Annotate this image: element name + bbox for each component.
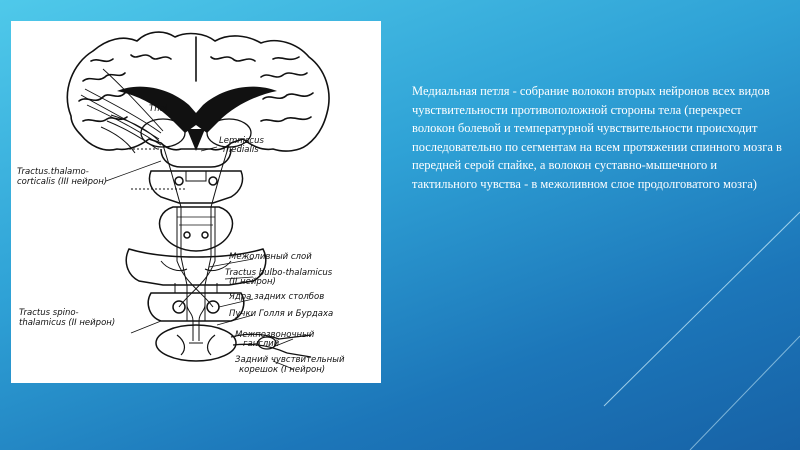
label-posterior-root-2: корешок (I нейрон) xyxy=(239,365,326,375)
brain-spinal-cord-drawing xyxy=(11,21,381,383)
label-interolive-layer: Межоливный слой xyxy=(229,252,312,262)
label-tract-spino-2: thalamicus (II нейрон) xyxy=(19,318,116,328)
label-goll-burdach: Пучки Голля и Бурдаха xyxy=(229,309,334,319)
description-text: Медиальная петля - собрание волокон вторых нейронов всех видов чувствительности противоположной стороны тела (перекрест волокон болевой и температурной чувствительности происходит последовательно по сегментам на всем протяжении спинного мозга в передней серой спайке, а волокон суставно-мышечного и тактильного чувства - в межоливном слое продолговатого мозга) xyxy=(412,84,782,191)
label-tract-thalamo-1: Tractus.thalamo- xyxy=(17,167,89,177)
label-lemniscus-1: Lemniscus xyxy=(219,136,264,146)
label-thal: Thal xyxy=(149,104,168,114)
label-tract-spino-1: Tractus spino- xyxy=(19,308,79,318)
medial-lemniscus-diagram xyxy=(11,21,381,383)
label-spinal-ganglion-1: Межпозвоночный xyxy=(235,330,315,340)
label-lemniscus-2: medialis xyxy=(223,145,259,155)
label-tract-bulbo-1: Tractus bulbo-thalamicus xyxy=(225,268,333,278)
label-posterior-column-nuclei: Ядра задних столбов xyxy=(229,292,325,302)
label-spinal-ganglion-2: ганглий xyxy=(243,339,280,349)
label-tract-thalamo-2: corticalis (III нейрон) xyxy=(17,177,108,187)
label-tract-bulbo-2: (II нейрон) xyxy=(229,277,276,287)
label-posterior-root-1: Задний чувствительный xyxy=(235,355,345,365)
